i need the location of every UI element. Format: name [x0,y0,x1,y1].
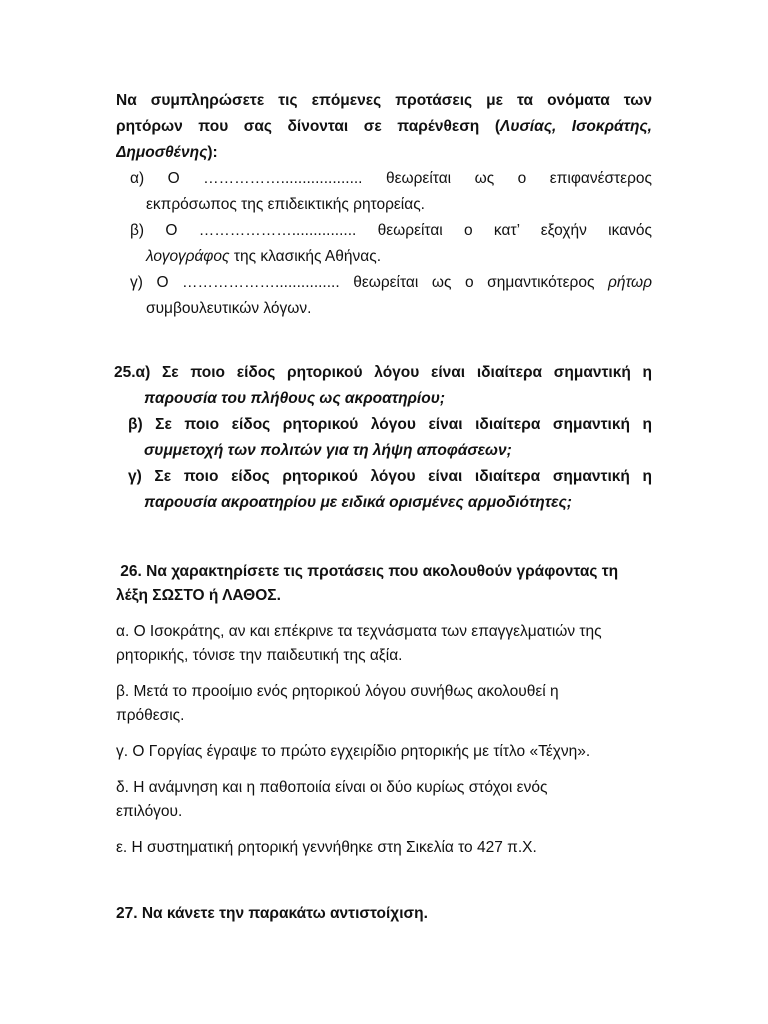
q26-statement-a-line1: α. Ο Ισοκράτης, αν και επέκρινε τα τεχνάσματα των επαγγελματιών της [116,623,602,640]
q24-orators-list: Λυσίας, Ισοκράτης, [499,118,652,135]
q25-item-a-line1: 25.α) Σε ποιο είδος ρητορικού λόγου είναι ιδιαίτερα σημαντική η [114,364,652,381]
spacer [116,872,652,902]
q26-statement-b-line1: β. Μετά το προοίμιο ενός ρητορικού λόγου συνήθως ακολουθεί η [116,683,559,700]
q25-item-b-line1: β) Σε ποιο είδος ρητορικού λόγου είναι ιδιαίτερα σημαντική η [128,416,652,433]
q25-item-c-line1: γ) Σε ποιο είδος ρητορικού λόγου είναι ιδιαίτερα σημαντική η [128,468,652,485]
q24-item-a-line1: α) Ο ……………................... θεωρείται ως ο επιφανέστερος [130,170,652,187]
q24-item-b-line2 [116,244,652,270]
q24-item-c-line1 [116,270,652,296]
q26-statement-a [116,620,652,668]
q26-statement-e [116,836,652,860]
q26-statement-b [116,680,652,728]
q24-intro-line3 [116,140,652,166]
q24-item-a-line2: εκπρόσωπος της επιδεικτικής ρητορείας. [146,196,425,213]
q26-statement-d-line2: επιλόγου. [116,803,183,820]
question-26 [116,560,652,860]
q24-intro-line2 [116,114,652,140]
q26-statement-c [116,740,652,764]
question-24 [116,88,652,322]
q24-item-c-term: ρήτωρ [607,274,652,291]
q25-item-a-line2: παρουσία του πλήθους ως ακροατηρίου; [144,390,446,407]
q24-item-c-line2: συμβουλευτικών λόγων. [146,300,312,317]
q26-statement-d [116,776,652,824]
q26-title-line2: λέξη ΣΩΣΤΟ ή ΛΑΘΟΣ. [116,587,281,604]
question-27 [116,902,652,926]
q24-item-b-term: λογογράφος [146,248,230,265]
q25-item-b-line2: συμμετοχή των πολιτών για τη λήψη αποφάσεων; [144,442,512,459]
q26-title-line1: 26. Να χαρακτηρίσετε τις προτάσεις που ακολουθούν γράφοντας τη [116,563,619,580]
q26-statement-d-line1: δ. Η ανάμνηση και η παθοποιία είναι οι δύο κυρίως στόχοι ενός [116,779,548,796]
q26-statement-c-line1: γ. Ο Γοργίας έγραψε το πρώτο εγχειρίδιο ρητορικής με τίτλο «Τέχνη». [116,743,591,760]
q24-intro-text: ρητόρων που σας δίνονται σε παρένθεση ( [116,118,500,135]
spacer [116,322,652,360]
q26-statement-b-line2: πρόθεσις. [116,707,185,724]
q24-item-b-line1: β) Ο ………………............... θεωρείται ο κατ’ εξοχήν ικανός [130,222,652,239]
question-25 [114,360,652,516]
document-page [116,88,652,926]
q24-intro-line1: Να συμπληρώσετε τις επόμενες προτάσεις με τα ονόματα των [116,92,652,109]
q26-statement-e-line1: ε. Η συστηματική ρητορική γεννήθηκε στη Σικελία το 427 π.Χ. [116,839,537,856]
q27-title: 27. Να κάνετε την παρακάτω αντιστοίχιση. [116,905,428,922]
q24-item-b-rest: της κλασικής Αθήνας. [229,248,381,265]
q24-intro-end: ): [207,144,218,161]
spacer [116,516,652,560]
q25-item-c-line2: παρουσία ακροατηρίου με ειδικά ορισμένες αρμοδιότητες; [144,494,572,511]
q24-orator-demosthenes: Δημοσθένης [116,144,208,161]
q24-item-c-text: γ) Ο ………………............... θεωρείται ως ο σημαντικότερος [130,274,608,291]
q26-statement-a-line2: ρητορικής, τόνισε την παιδευτική της αξία. [116,647,403,664]
